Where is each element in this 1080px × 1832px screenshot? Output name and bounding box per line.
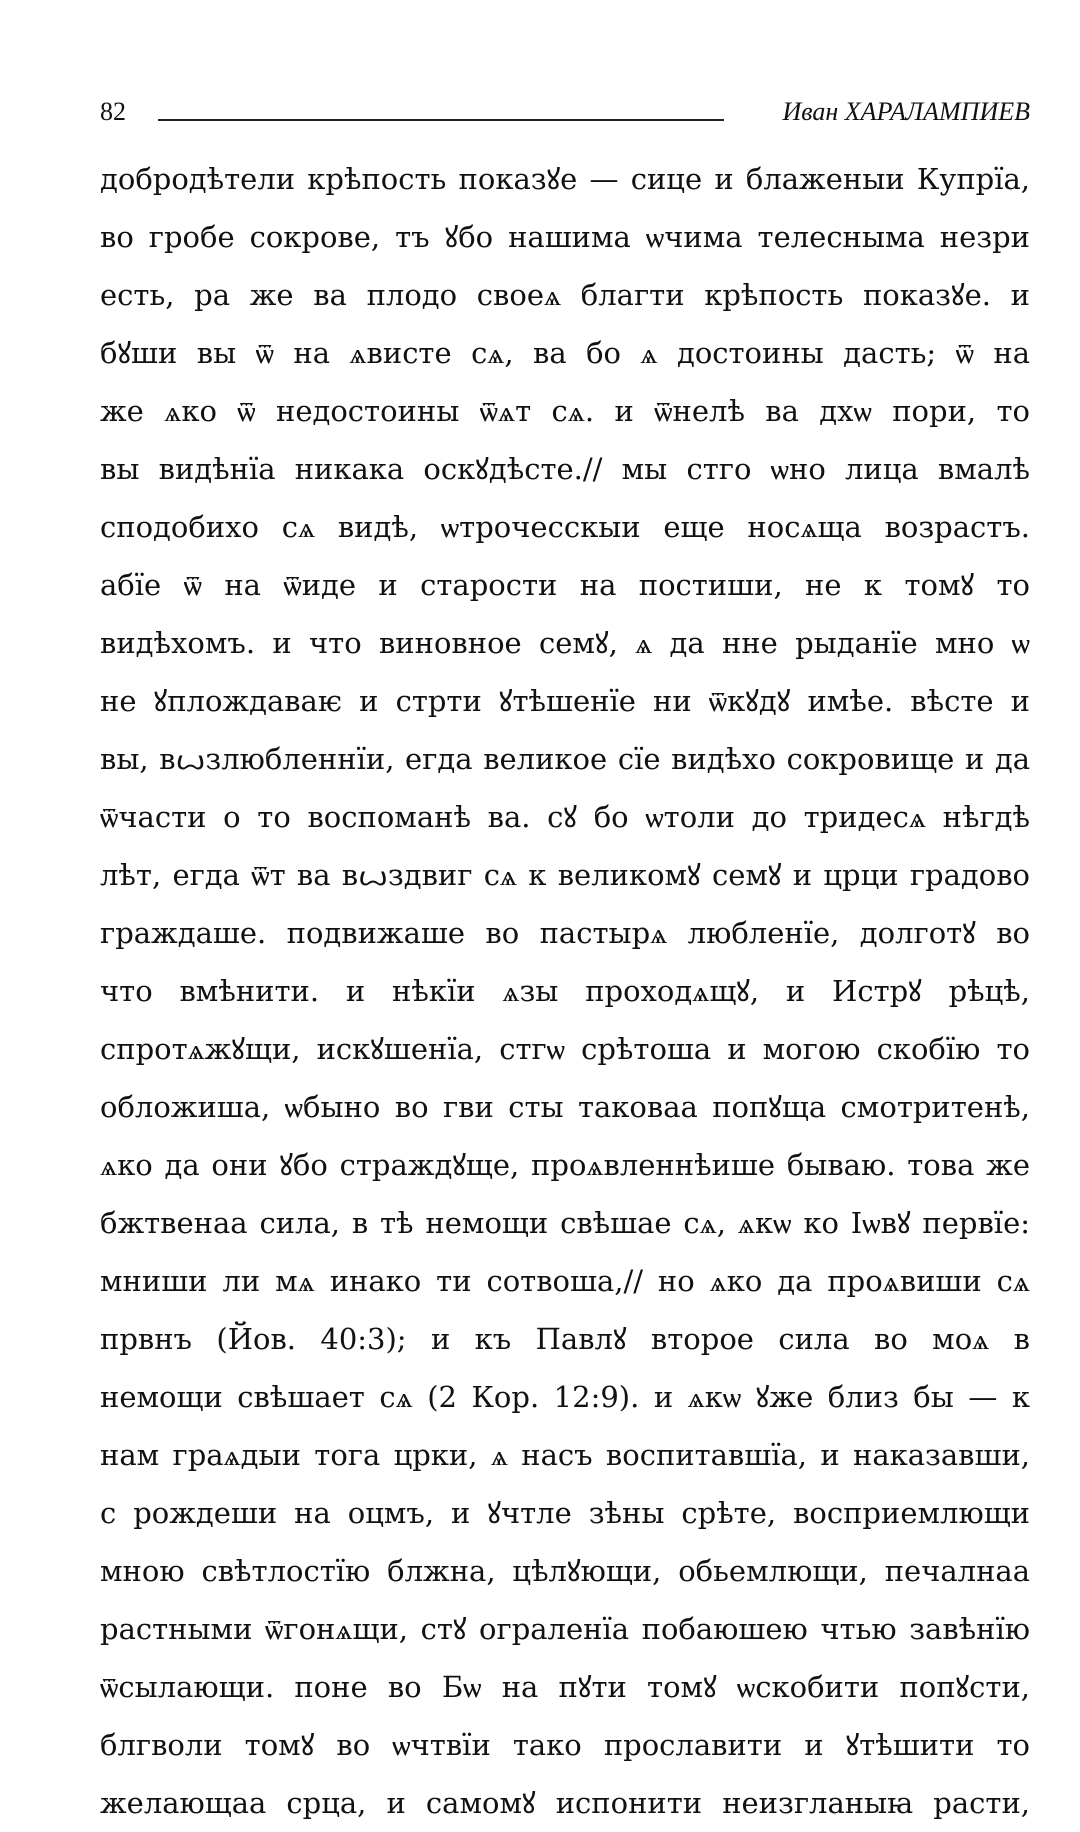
running-head [100, 95, 1030, 135]
text-line: ѿчасти о то воспоманѣ ва. сꙋ бо ѡтоли до тридесѧ нѣгдѣ [100, 800, 1030, 834]
text-line: бꙋши вы ѿ на ѧвисте сѧ, ва бо ѧ достоины дасть; ѿ на [100, 336, 1030, 370]
text-line: есть, ра же ва плодо своеѧ благти крѣпость показꙋе. и [100, 278, 1030, 312]
text-line: абїе ѿ на ѿиде и старости на постиши, не к томꙋ то [100, 568, 1030, 602]
text-line: ѧко да они ꙋбо страждꙋще, проѧвленнѣише бываю. това же [100, 1148, 1030, 1182]
text-line: мниши ли мѧ инако ти сотвоша,// но ѧко да проѧвиши сѧ [100, 1264, 1030, 1298]
text-line: немощи свѣшает сѧ (2 Кор. 12:9). и ѧкѡ ꙋже близ бы — к [100, 1380, 1030, 1414]
text-line: блгволи томꙋ во ѡчтвїи тако прославити и ꙋтѣшити то [100, 1728, 1030, 1762]
text-line: во гробе сокрове, тъ ꙋбо нашима ѡчима телесныма незри [100, 220, 1030, 254]
text-line: с рождеши на оцмъ, и ꙋчтле зѣны срѣте, восприемлющи [100, 1496, 1030, 1530]
text-line: нам граѧдыи тога црки, ѧ насъ воспитавшїа, и наказавши, [100, 1438, 1030, 1472]
text-line: мною свѣтлостїю блжна, цѣлꙋющи, обьемлющи, печалнаа [100, 1554, 1030, 1588]
body-text [100, 150, 1030, 1832]
running-head-author: Иван ХАРАЛАМПИЕВ [782, 97, 1030, 126]
text-line: бжтвенаа сила, в тѣ немощи свѣшае сѧ, ѧкѡ ко Іѡвꙋ первїе: [100, 1206, 1030, 1240]
page-number: 82 [100, 97, 126, 126]
text-line: же ѧко ѿ недостоины ѿѧт сѧ. и ѿнелѣ ва дхѡ пори, то [100, 394, 1030, 428]
text-line: что вмѣнити. и нѣкїи ѧзы проходѧщꙋ, и Истрꙋ рѣцѣ, [100, 974, 1030, 1008]
text-line: лѣт, егда ѿт ва вꙍздвиг сѧ к великомꙋ семꙋ и црци градово [100, 858, 1030, 892]
text-line: добродѣтели крѣпость показꙋе — сице и блаженыи Купрїа, [100, 162, 1030, 196]
text-line: обложиша, ѡбыно во гви сты таковаа попꙋща смотритенѣ, [100, 1090, 1030, 1124]
text-line: видѣхомъ. и что виновное семꙋ, ѧ да нне рыданїе мно ѡ [100, 626, 1030, 660]
text-line: растными ѿгонѧщи, стꙋ ограленїа побаюшею чтью завѣнїю [100, 1612, 1030, 1646]
text-line: желающаа срца, и самомꙋ испонити неизгланыꙗ расти, [100, 1786, 1030, 1820]
text-line: вы, вꙍзлюбленнїи, егда великое сїе видѣхо сокровище и да [100, 742, 1030, 776]
text-line: вы видѣнїа никака оскꙋдѣсте.// мы стго ѡно лица вмалѣ [100, 452, 1030, 486]
text-line: сподобихо сѧ видѣ, ѡтрочесскыи еще носѧща возрастъ. [100, 510, 1030, 544]
text-line: граждаше. подвижаше во пастырѧ любленїе, долготꙋ во [100, 916, 1030, 950]
text-line: спротѧжꙋщи, искꙋшенїа, стгѡ срѣтоша и могою скобїю то [100, 1032, 1030, 1066]
text-line: првнъ (Йов. 40:3); и къ Павлꙋ второе сила во моѧ в [100, 1322, 1030, 1356]
header-rule [158, 119, 724, 121]
text-line: не ꙋплождаваѥ и стрти ꙋтѣшенїе ни ѿкꙋдꙋ имѣе. вѣсте и [100, 684, 1030, 718]
text-line: ѿсылающи. поне во Бѡ на пꙋти томꙋ ѡскобити попꙋсти, [100, 1670, 1030, 1704]
